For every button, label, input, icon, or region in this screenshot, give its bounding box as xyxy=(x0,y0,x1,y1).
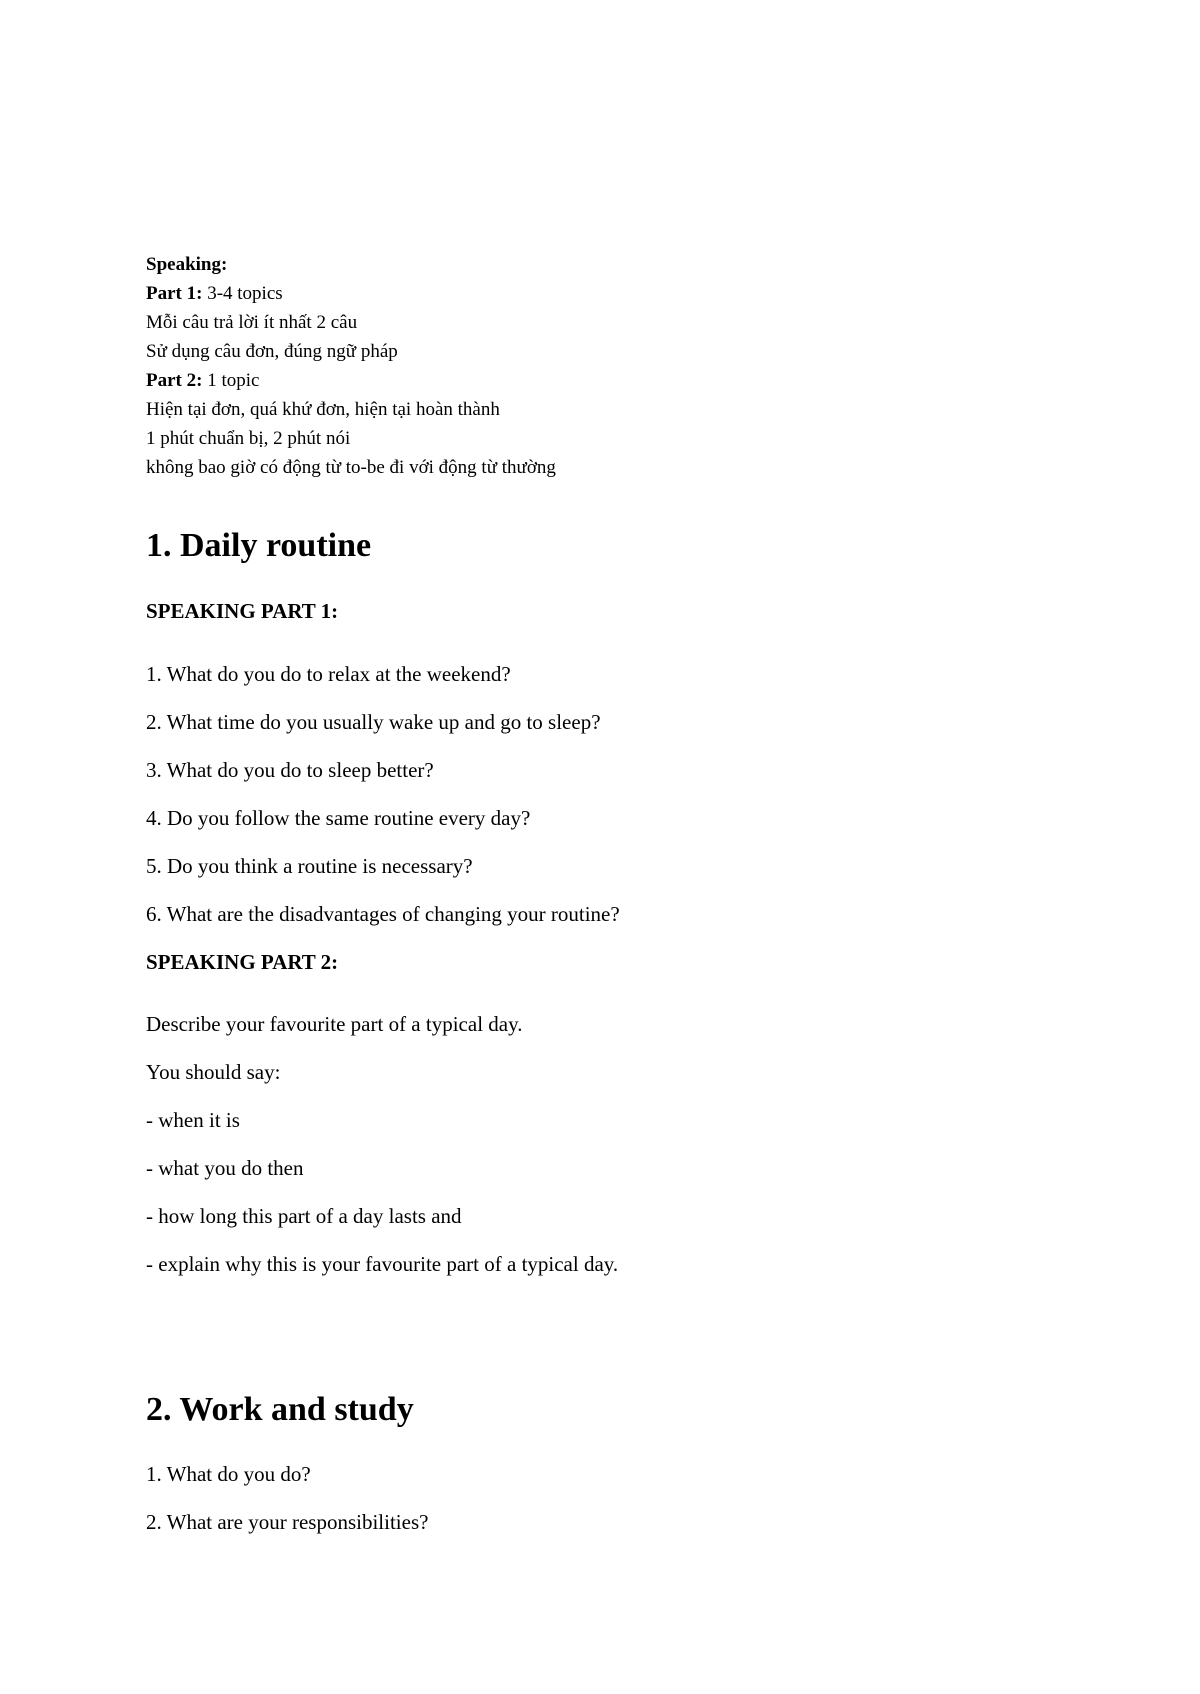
cue-card-point: - what you do then xyxy=(146,1156,304,1180)
part1-label: Part 1: xyxy=(146,283,203,304)
part1-value: 3-4 topics xyxy=(202,283,283,304)
cue-card-point: - explain why this is your favourite part of a typical day. xyxy=(146,1252,619,1276)
speaking-notes xyxy=(146,250,556,482)
cue-card-point: - how long this part of a day lasts and xyxy=(146,1204,462,1228)
section-heading-work-and-study: 2. Work and study xyxy=(146,1391,414,1428)
part2-line xyxy=(146,366,556,395)
part1-line xyxy=(146,279,556,308)
question-item: 2. What time do you usually wake up and go to sleep? xyxy=(146,710,601,734)
part1-note: Sử dụng câu đơn, đúng ngữ pháp xyxy=(146,341,398,362)
notes-title: Speaking: xyxy=(146,254,228,275)
cue-card-prompt: Describe your favourite part of a typical day. xyxy=(146,1012,523,1036)
part1-note: Mỗi câu trả lời ít nhất 2 câu xyxy=(146,312,358,333)
question-item: 5. Do you think a routine is necessary? xyxy=(146,854,473,878)
question-item: 4. Do you follow the same routine every day? xyxy=(146,806,531,830)
section-heading-daily-routine: 1. Daily routine xyxy=(146,527,372,564)
cue-card-point: - when it is xyxy=(146,1108,240,1132)
question-item: 2. What are your responsibilities? xyxy=(146,1510,429,1534)
cue-card-lead: You should say: xyxy=(146,1060,281,1084)
part2-label: Part 2: xyxy=(146,370,203,391)
question-item: 1. What do you do? xyxy=(146,1462,311,1486)
part2-note: không bao giờ có động từ to-be đi với động từ thường xyxy=(146,457,556,478)
question-item: 1. What do you do to relax at the weekend? xyxy=(146,662,511,686)
question-item: 3. What do you do to sleep better? xyxy=(146,758,434,782)
question-item: 6. What are the disadvantages of changing your routine? xyxy=(146,902,620,926)
part2-note: Hiện tại đơn, quá khứ đơn, hiện tại hoàn thành xyxy=(146,399,500,420)
speaking-part2-heading: SPEAKING PART 2: xyxy=(146,950,339,974)
part2-note: 1 phút chuẩn bị, 2 phút nói xyxy=(146,428,351,449)
speaking-part1-heading: SPEAKING PART 1: xyxy=(146,599,339,623)
part2-value: 1 topic xyxy=(202,370,260,391)
